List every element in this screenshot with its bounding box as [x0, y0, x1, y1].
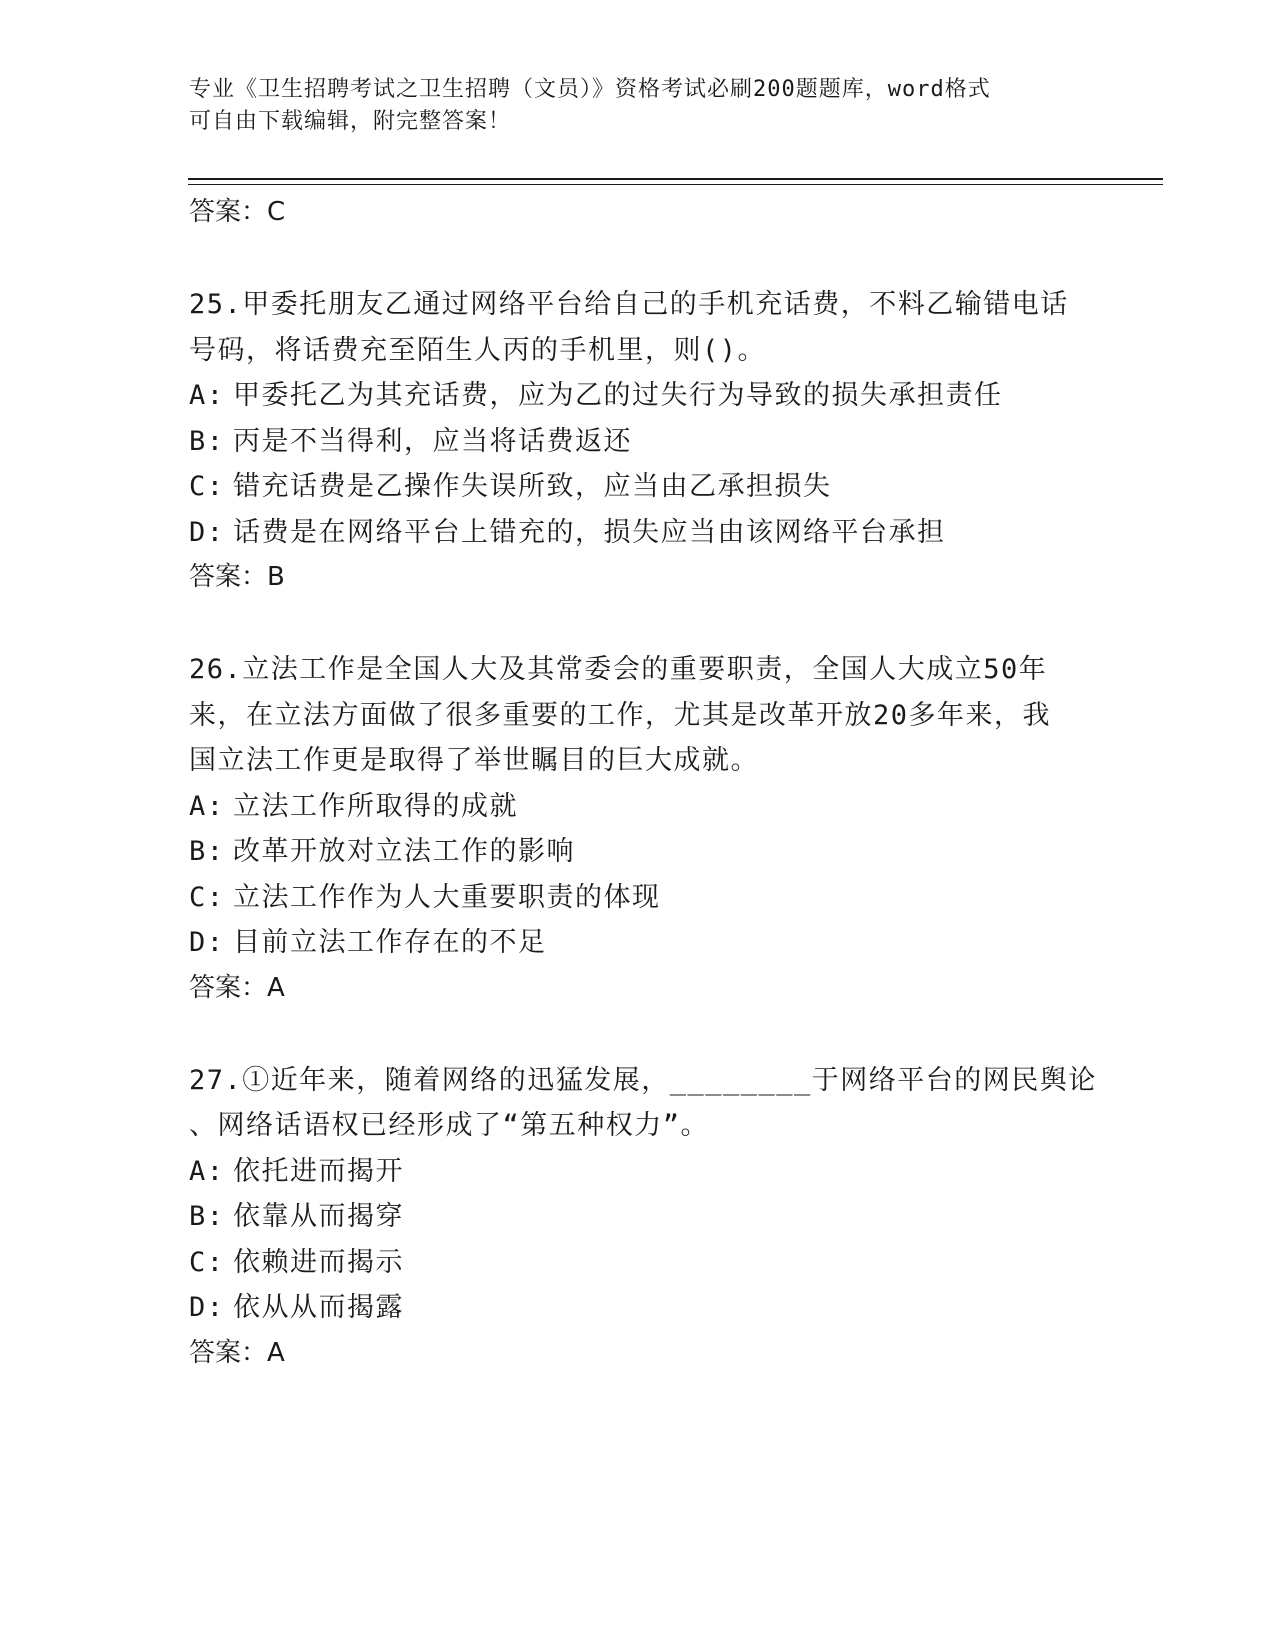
- question-list: [189, 190, 1097, 1375]
- option-key: D:: [189, 516, 225, 548]
- header-title-line-1: 专业《卫生招聘考试之卫生招聘（文员）》资格考试必刷200题题库，word格式: [189, 77, 991, 102]
- header-divider-thick: [188, 178, 1163, 180]
- option-text: 依托进而揭开: [233, 1155, 404, 1187]
- question-stem-line: 27.①近年来，随着网络的迅猛发展，________于网络平台的网民舆论: [189, 1064, 1097, 1096]
- option-key: A:: [189, 380, 225, 411]
- option-a: [189, 1149, 1089, 1195]
- option-text: 依靠从而揭穿: [233, 1201, 404, 1232]
- option-text: 话费是在网络平台上错充的，损失应当由该网络平台承担: [233, 516, 946, 548]
- option-key: A:: [189, 790, 225, 822]
- option-key: B:: [189, 836, 225, 867]
- option-key: B:: [189, 1201, 225, 1232]
- option-d: [189, 1285, 1089, 1331]
- option-b: [189, 829, 1089, 875]
- question-25: [189, 282, 1089, 599]
- answer-label: 答案：A: [189, 972, 285, 1003]
- question-stem-line: 号码，将话费充至陌生人丙的手机里，则()。: [189, 334, 767, 366]
- question-stem-line: 、网络话语权已经形成了“第五种权力”。: [189, 1110, 710, 1141]
- option-c: [189, 1240, 1089, 1286]
- question-26: [189, 647, 1089, 1010]
- question-stem-line: 26.立法工作是全国人大及其常委会的重要职责，全国人大成立50年: [189, 654, 1048, 685]
- option-key: D:: [189, 1292, 225, 1323]
- page-header: [189, 74, 1089, 138]
- option-text: 改革开放对立法工作的影响: [233, 836, 575, 867]
- option-b: [189, 419, 1089, 465]
- option-d: [189, 920, 1089, 966]
- question-stem-line: 国立法工作更是取得了举世瞩目的巨大成就。: [189, 745, 759, 776]
- option-key: D:: [189, 927, 225, 958]
- option-d: [189, 510, 1089, 556]
- option-text: 错充话费是乙操作失误所致，应当由乙承担损失: [233, 471, 832, 502]
- option-key: B:: [189, 425, 225, 457]
- option-a: [189, 784, 1089, 830]
- option-text: 依赖进而揭示: [233, 1246, 404, 1278]
- header-divider-thin: [188, 184, 1163, 185]
- option-key: C:: [189, 881, 225, 913]
- option-key: C:: [189, 471, 225, 502]
- previous-answer: 答案：C: [189, 197, 286, 227]
- option-b: [189, 1194, 1089, 1240]
- question-27: [189, 1058, 1097, 1375]
- option-c: [189, 464, 1089, 510]
- answer-label: 答案：B: [189, 562, 285, 592]
- option-text: 目前立法工作存在的不足: [233, 927, 547, 958]
- option-text: 甲委托乙为其充话费，应为乙的过失行为导致的损失承担责任: [233, 380, 1003, 411]
- option-text: 依从从而揭露: [233, 1292, 404, 1323]
- question-stem-line: 25.甲委托朋友乙通过网络平台给自己的手机充话费，不料乙输错电话: [189, 289, 1069, 320]
- question-stem-line: 来，在立法方面做了很多重要的工作，尤其是改革开放20多年来，我: [189, 699, 1052, 731]
- option-text: 丙是不当得利，应当将话费返还: [233, 425, 632, 457]
- option-a: [189, 373, 1089, 419]
- header-title-line-2: 可自由下载编辑，附完整答案！: [189, 109, 512, 134]
- option-c: [189, 875, 1089, 921]
- option-key: A:: [189, 1155, 225, 1187]
- option-text: 立法工作作为人大重要职责的体现: [233, 881, 661, 913]
- option-key: C:: [189, 1246, 225, 1278]
- option-text: 立法工作所取得的成就: [233, 790, 518, 822]
- answer-label: 答案：A: [189, 1337, 285, 1368]
